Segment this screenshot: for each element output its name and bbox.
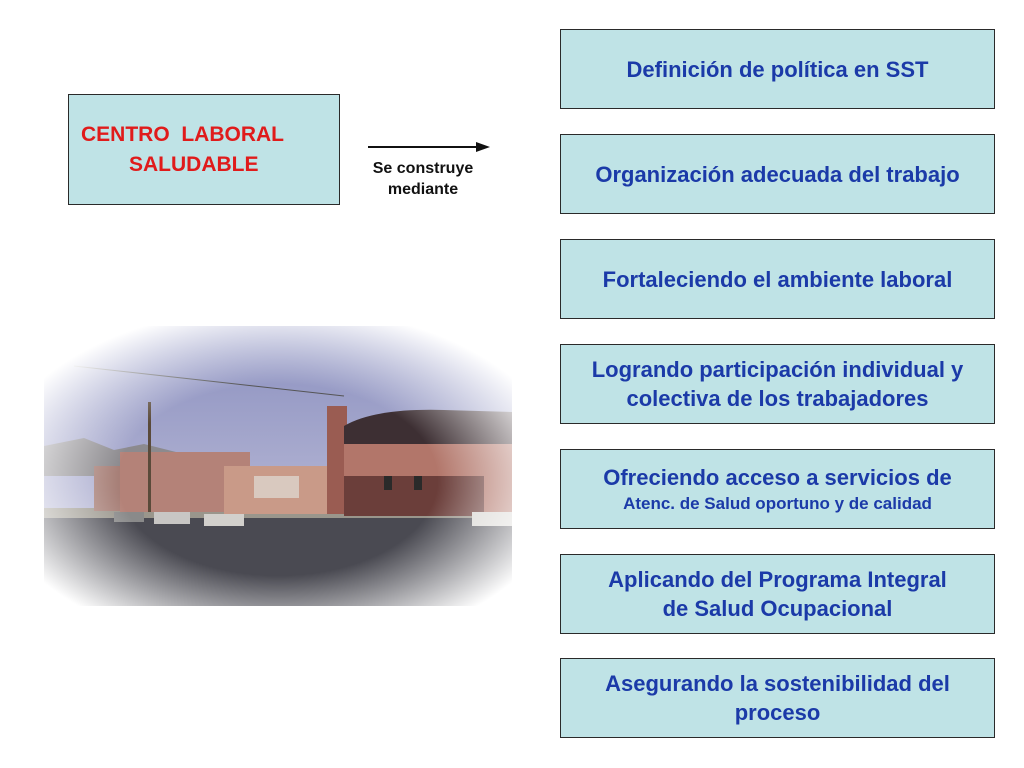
workplace-building-photo xyxy=(44,326,512,606)
centro-label-line1: CENTRO LABORAL xyxy=(81,123,284,146)
right-arrow-icon xyxy=(368,140,490,154)
connector-label xyxy=(350,158,496,200)
connector-line2: mediante xyxy=(387,181,459,198)
step-box-organizacion xyxy=(560,134,995,214)
step-text-line2: Atenc. de Salud oportuno y de calidad xyxy=(623,493,932,513)
centro-laboral-box xyxy=(68,94,340,205)
step-text-line1: Logrando participación individual y xyxy=(591,357,964,382)
connector-line1: Se construye xyxy=(372,160,474,177)
step-text: Definición de política en SST xyxy=(626,56,929,82)
step-text: Fortaleciendo el ambiente laboral xyxy=(602,266,953,292)
step-box-servicios xyxy=(560,449,995,529)
step-box-ambiente xyxy=(560,239,995,319)
centro-label-line2: SALUDABLE xyxy=(129,153,259,176)
step-box-participacion xyxy=(560,344,995,424)
step-text-line2: colectiva de los trabajadores xyxy=(626,386,929,411)
step-text: Organización adecuada del trabajo xyxy=(595,161,960,187)
step-text-line2: proceso xyxy=(734,700,821,725)
step-text-line1: Asegurando la sostenibilidad del xyxy=(605,671,950,696)
step-text-line2: de Salud Ocupacional xyxy=(662,596,893,621)
step-box-programa xyxy=(560,554,995,634)
step-text-line1: Aplicando del Programa Integral xyxy=(608,567,947,592)
step-text-line1: Ofreciendo acceso a servicios de xyxy=(603,464,952,490)
step-box-politica xyxy=(560,29,995,109)
step-box-sostenibilidad xyxy=(560,658,995,738)
